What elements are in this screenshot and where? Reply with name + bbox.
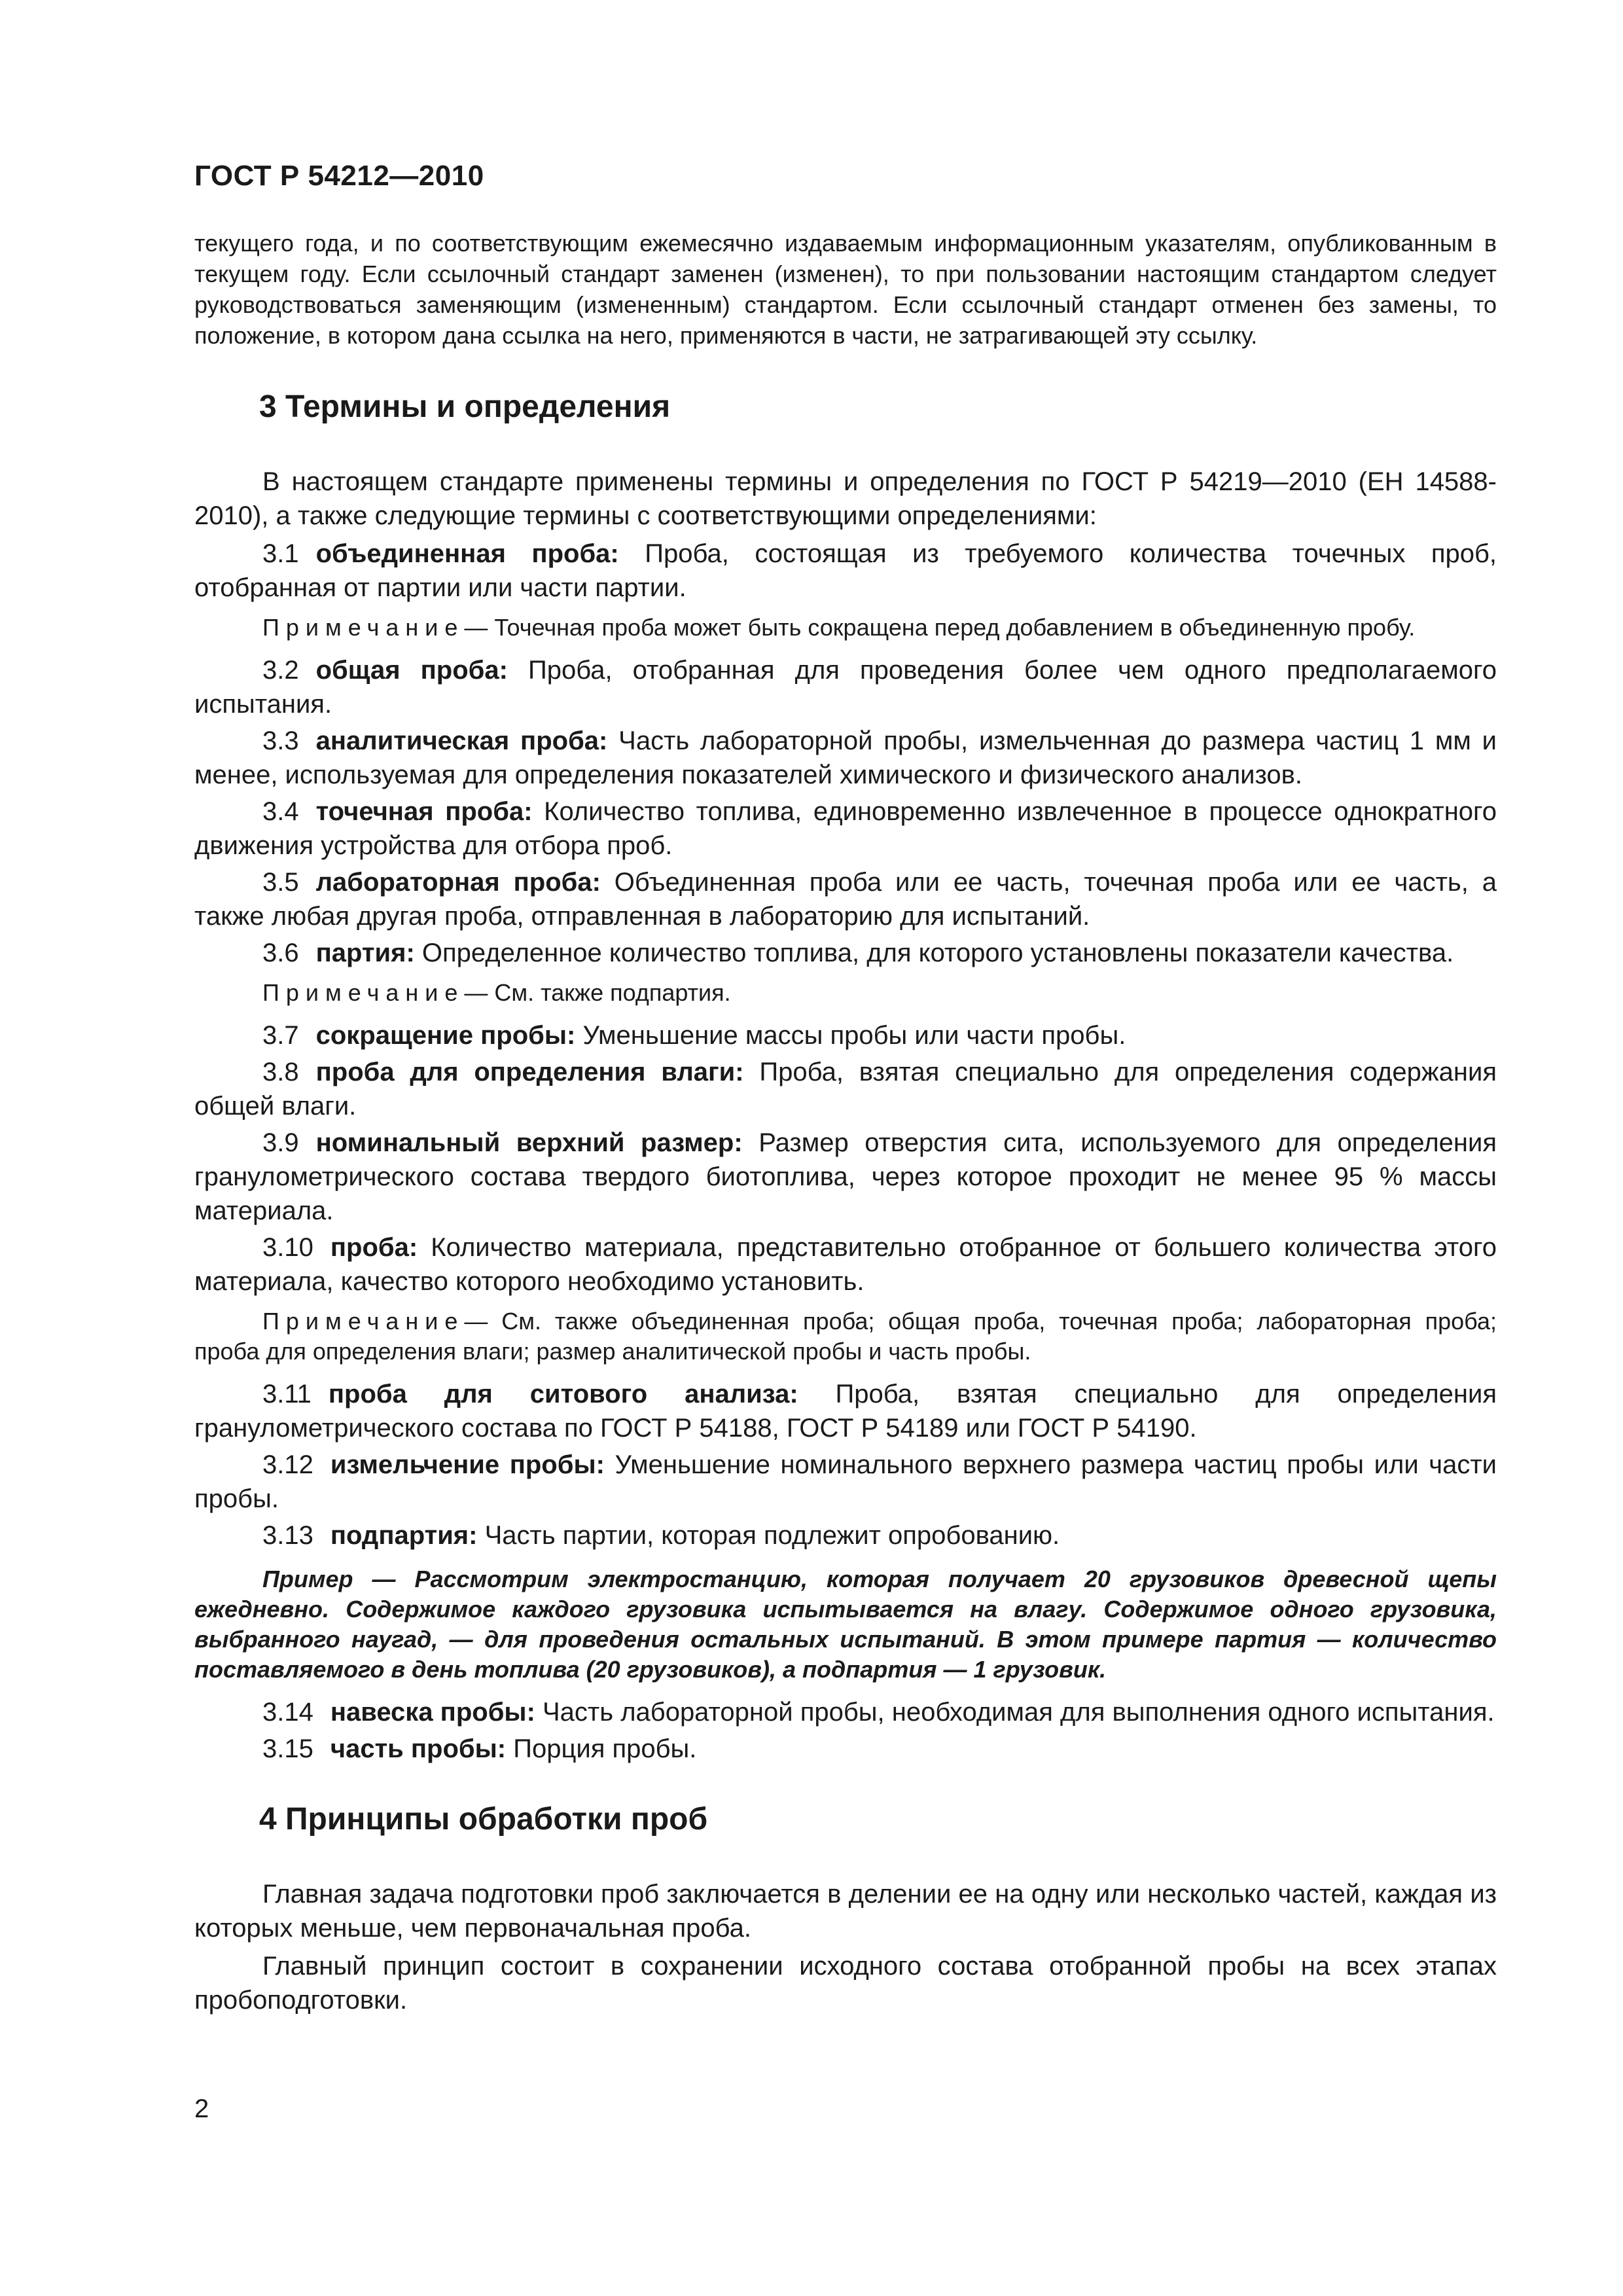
term-3-9: 3.9 номинальный верхний размер: Размер отверстия сита, используемого для определения гранулометрического состава твердого биотоплива, через которое проходит не менее 95 % массы материала. — [194, 1128, 1497, 1225]
term-3-1: 3.1 объединенная проба: Проба, состоящая из требуемого количества точечных проб, отобранная от партии или части партии. — [194, 539, 1497, 602]
page-number: 2 — [194, 2094, 209, 2123]
term-3-14: 3.14 навеска пробы: Часть лабораторной пробы, необходимая для выполнения одного испытания. — [262, 1698, 1495, 1727]
section-4-title: 4 Принципы обработки проб — [259, 1802, 708, 1837]
term-3-10: 3.10 проба: Количество материала, представительно отобранное от большего количества этого материала, качество которого необходимо установить. — [194, 1233, 1497, 1296]
term-3-4: 3.4 точечная проба: Количество топлива, единовременно извлеченное в процессе однократного движения устройства для отбора проб. — [194, 797, 1497, 860]
note-2: Примечание— См. также подпартия. — [262, 979, 731, 1006]
note-3: Примечание— См. также объединенная проба; общая проба, точечная проба; лабораторная проба; проба для определения влаги; размер аналитической пробы и часть пробы. — [194, 1308, 1497, 1365]
term-3-6: 3.6 партия: Определенное количество топлива, для которого установлены показатели качества. — [262, 939, 1454, 967]
term-3-3: 3.3 аналитическая проба: Часть лабораторной пробы, измельченная до размера частиц 1 мм и менее, используемая для определения показателей химического и физического анализов. — [194, 726, 1497, 789]
example-paragraph: Пример — Рассмотрим электростанцию, которая получает 20 грузовиков древесной щепы ежедневно. Содержимое каждого грузовика испытывается на влагу. Содержимое одного грузовика, выбранного наугад, — для проведения остальных испытаний. В этом примере партия — количество поставляемого в день топлива (20 грузовиков), а подпартия — 1 грузовик. — [194, 1566, 1497, 1683]
intro-paragraph: текущего года, и по соответствующим ежемесячно издаваемым информационным указателям, опубликованным в текущем году. Если ссылочный стандарт заменен (изменен), то при пользовании настоящим стандартом следует руководствоваться заменяющим (измененным) стандартом. Если ссылочный стандарт отменен без замены, то положение, в котором дана ссылка на него, применяются в части, не затрагивающей эту ссылку. — [194, 230, 1497, 349]
term-3-7: 3.7 сокращение пробы: Уменьшение массы пробы или части пробы. — [262, 1021, 1126, 1050]
section-4-paragraph-2: Главный принцип состоит в сохранении исходного состава отобранной пробы на всех этапах пробоподготовки. — [194, 1952, 1497, 2015]
term-3-13: 3.13 подпартия: Часть партии, которая подлежит опробованию. — [262, 1521, 1060, 1550]
term-3-11: 3.11 проба для ситового анализа: Проба, взятая специально для определения гранулометрического состава по ГОСТ Р 54188, ГОСТ Р 54189 или ГОСТ Р 54190. — [194, 1380, 1497, 1443]
page-header: ГОСТ Р 54212—2010 — [194, 160, 484, 192]
note-1: Примечание— Точечная проба может быть сокращена перед добавлением в объединенную пробу. — [262, 614, 1416, 641]
section-4-paragraph-1: Главная задача подготовки проб заключается в делении ее на одну или несколько частей, каждая из которых меньше, чем первоначальная проба. — [194, 1880, 1497, 1943]
page-content — [194, 228, 1497, 2021]
section-3-title: 3 Термины и определения — [259, 389, 671, 424]
term-3-12: 3.12 измельчение пробы: Уменьшение номинального верхнего размера частиц пробы или части пробы. — [194, 1450, 1497, 1513]
section-3-lead: В настоящем стандарте применены термины и определения по ГОСТ Р 54219—2010 (ЕН 14588-2010), а также следующие термины с соответствующими определениями: — [194, 467, 1497, 530]
term-3-2: 3.2 общая проба: Проба, отобранная для проведения более чем одного предполагаемого испытания. — [194, 656, 1497, 719]
term-3-8: 3.8 проба для определения влаги: Проба, взятая специально для определения содержания общей влаги. — [194, 1058, 1497, 1121]
term-3-5: 3.5 лабораторная проба: Объединенная проба или ее часть, точечная проба или ее часть, а также любая другая проба, отправленная в лабораторию для испытаний. — [194, 868, 1497, 931]
term-3-15: 3.15 часть пробы: Порция пробы. — [262, 1734, 697, 1763]
